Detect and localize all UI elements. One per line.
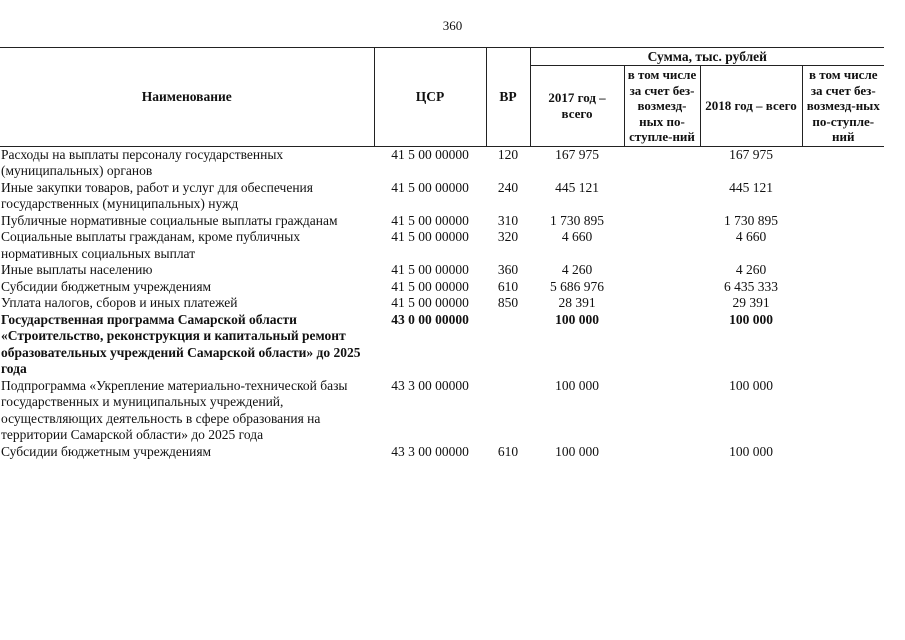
row-2018-other [802, 378, 884, 444]
row-2018-total: 6 435 333 [724, 278, 778, 294]
row-2018-total: 4 260 [735, 262, 767, 277]
row-name: Уплата налогов, сборов и иных платежей [1, 295, 238, 310]
row-vr: 310 [497, 212, 519, 228]
table-row [0, 262, 884, 279]
table-row [0, 295, 884, 312]
row-2018-total: 445 121 [729, 179, 773, 195]
row-2017-other [624, 295, 700, 312]
header-vr: ВР [486, 48, 530, 147]
table-row [0, 229, 884, 262]
row-2017-total: 4 260 [561, 262, 593, 277]
row-csr: 41 5 00 00000 [391, 146, 469, 162]
row-2018-total: 29 391 [732, 295, 770, 310]
table-row [0, 180, 884, 213]
table-row [0, 312, 884, 378]
row-name: Иные закупки товаров, работ и услуг для обеспечения государственных (муниципальных) нужд [1, 179, 313, 211]
table-row [0, 378, 884, 444]
table-row [0, 213, 884, 230]
header-2018-other: в том числе за счет без-возмезд-ных по-ступле-ний [802, 66, 884, 147]
row-2018-other [802, 180, 884, 213]
table-row [0, 146, 884, 180]
page-number: 360 [442, 18, 463, 33]
header-2018-total: 2018 год – всего [700, 66, 802, 147]
row-2018-total: 100 000 [729, 443, 773, 459]
row-2018-other [802, 213, 884, 230]
row-name: Иные выплаты населению [1, 262, 153, 277]
row-2017-total: 4 660 [561, 229, 593, 244]
row-csr: 41 5 00 00000 [391, 295, 469, 310]
row-2017-total: 1 730 895 [550, 212, 604, 228]
header-2017-total: 2017 год – всего [530, 66, 624, 147]
row-name: Расходы на выплаты персоналу государственных (муниципальных) органов [1, 146, 284, 178]
row-2018-total: 167 975 [729, 146, 773, 162]
row-2018-other [802, 262, 884, 279]
budget-table [0, 47, 884, 460]
row-2018-total: 100 000 [729, 377, 773, 393]
row-2017-other [624, 312, 700, 378]
row-2017-other [624, 378, 700, 444]
row-2018-other [802, 279, 884, 296]
row-2017-other [624, 229, 700, 262]
row-vr: 850 [497, 295, 519, 310]
row-csr: 41 5 00 00000 [391, 212, 469, 228]
row-2018-other [802, 444, 884, 461]
row-csr: 41 5 00 00000 [391, 179, 469, 195]
row-name: Публичные нормативные социальные выплаты гражданам [1, 212, 338, 228]
row-csr: 41 5 00 00000 [391, 229, 469, 244]
row-name: Субсидии бюджетным учреждениям [1, 278, 212, 294]
row-csr: 43 3 00 00000 [391, 377, 469, 393]
row-2017-other [624, 213, 700, 230]
row-2017-total: 100 000 [555, 443, 599, 459]
row-2017-other [624, 180, 700, 213]
row-vr: 610 [497, 443, 519, 459]
row-2018-other [802, 312, 884, 378]
row-2017-other [624, 279, 700, 296]
row-2018-total: 4 660 [735, 229, 767, 244]
row-vr: 120 [497, 146, 519, 162]
row-2018-other [802, 146, 884, 180]
header-2017-other: в том числе за счет без-возмезд-ных по-ступле-ний [624, 66, 700, 147]
header-csr: ЦСР [374, 48, 486, 147]
row-2018-other [802, 295, 884, 312]
row-2018-total: 1 730 895 [724, 212, 778, 228]
row-csr: 43 0 00 00000 [391, 311, 469, 327]
row-2017-other [624, 146, 700, 180]
row-csr: 41 5 00 00000 [391, 278, 469, 294]
table-body [0, 146, 884, 460]
row-2017-total: 445 121 [555, 179, 599, 195]
row-vr: 320 [497, 229, 519, 244]
header-sum-group: Сумма, тыс. рублей [530, 48, 884, 66]
row-csr: 43 3 00 00000 [391, 443, 469, 459]
row-2017-other [624, 444, 700, 461]
row-2017-total: 167 975 [555, 146, 599, 162]
row-2018-total: 100 000 [729, 311, 773, 327]
row-2017-total: 100 000 [555, 377, 599, 393]
row-2018-other [802, 229, 884, 262]
row-vr: 240 [497, 179, 519, 195]
row-2017-other [624, 262, 700, 279]
row-csr: 41 5 00 00000 [391, 262, 469, 277]
row-2017-total: 28 391 [558, 295, 596, 310]
table-row [0, 279, 884, 296]
header-name: Наименование [0, 48, 374, 147]
row-vr: 610 [497, 278, 519, 294]
table-row [0, 444, 884, 461]
row-name: Социальные выплаты гражданам, кроме публичных нормативных социальных выплат [1, 229, 301, 261]
row-name: Государственная программа Самарской области «Строительство, реконструкция и капитальный ремонт образовательных учреждений Самарской области» до 2025 года [1, 311, 361, 376]
row-name: Подпрограмма «Укрепление материально-технической базы государственных и муниципальных учреждений, осуществляющих деятельность в сфере образования на территории Самарской области» до 2025 года [1, 377, 348, 442]
table-header [0, 48, 884, 147]
row-2017-total: 100 000 [555, 311, 599, 327]
row-vr [486, 378, 530, 444]
row-name: Субсидии бюджетным учреждениям [1, 443, 212, 459]
row-vr: 360 [497, 262, 519, 277]
row-vr [486, 312, 530, 378]
row-2017-total: 5 686 976 [550, 278, 604, 294]
